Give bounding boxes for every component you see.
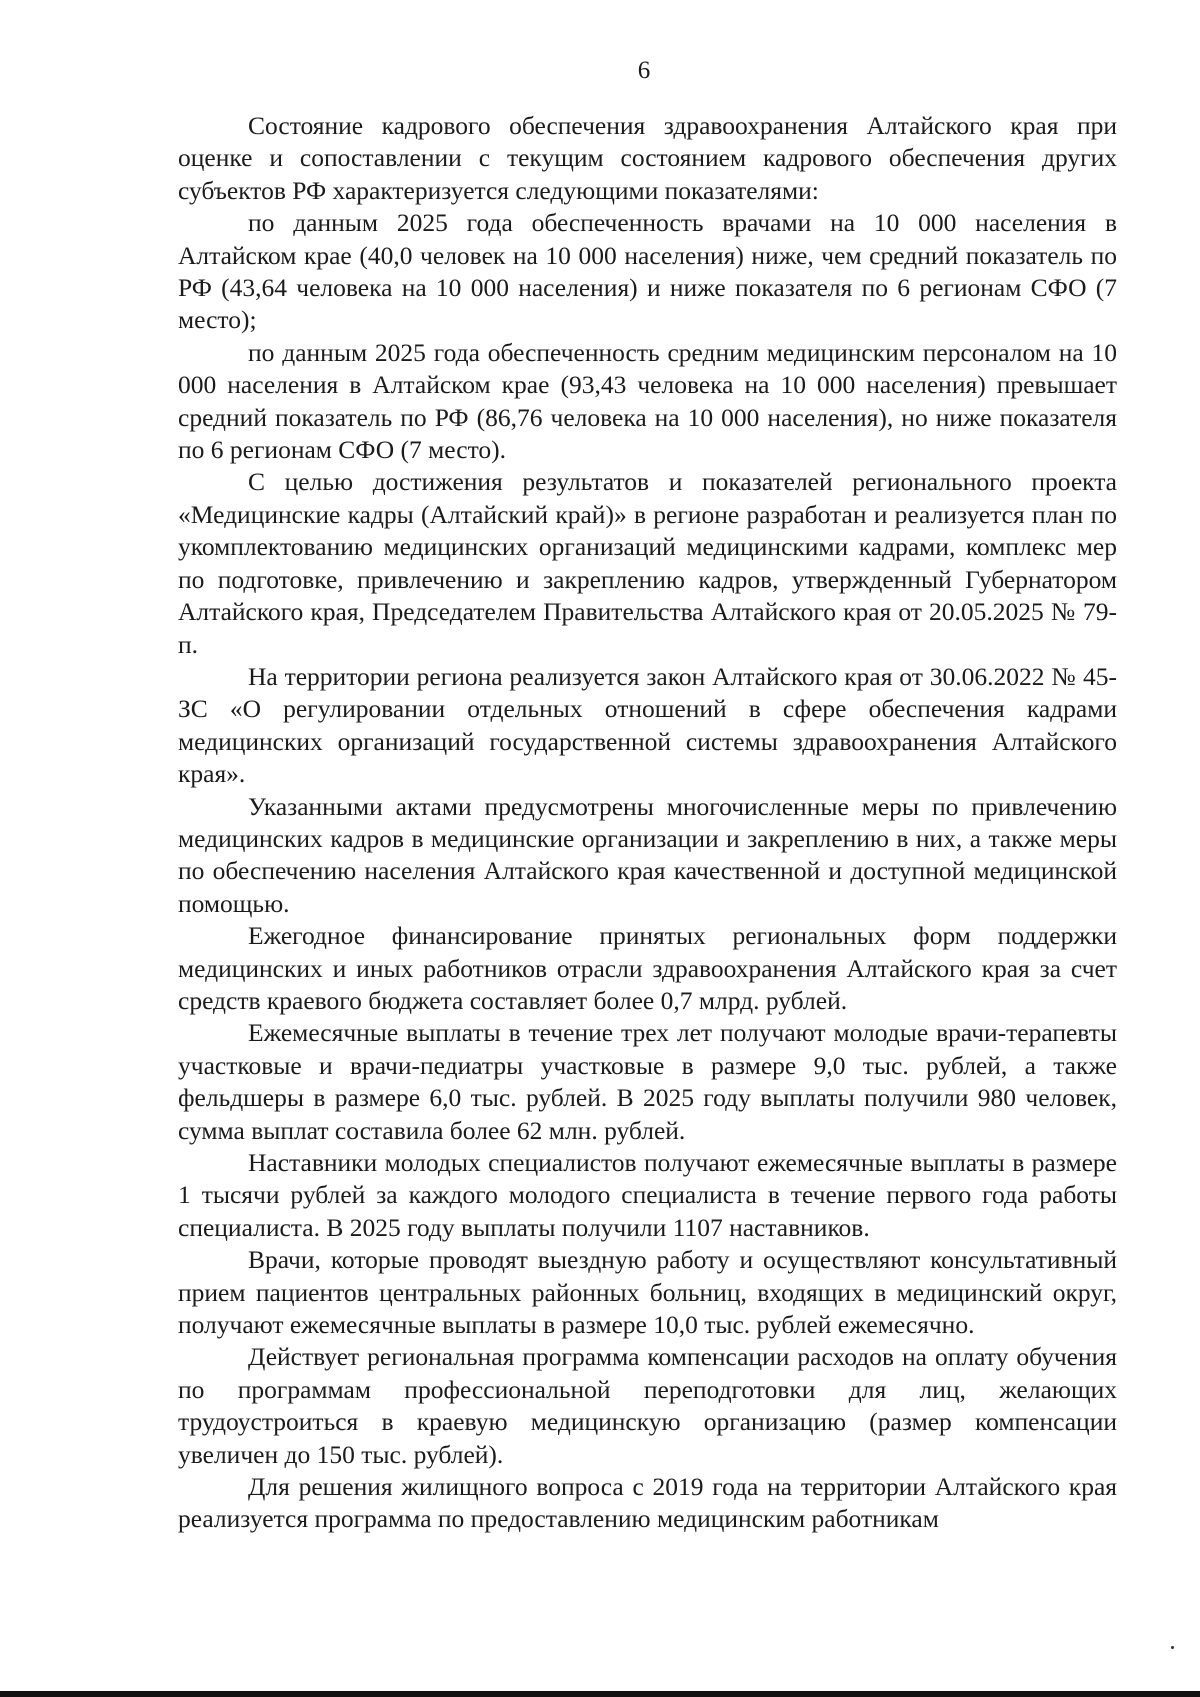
paragraph-nurses-ratio: по данным 2025 года обеспеченность средним медицинским персоналом на 10 000 населения в Алтайском крае (93,43 человека на 10 000 населения) превышает средний показатель по РФ (86,76 человека на 10 000 населения), но ниже показателя по 6 регионам СФО (7 место).: [178, 337, 1117, 465]
paragraph-regional-law: На территории региона реализуется закон Алтайского края от 30.06.2022 № 45-ЗС «О регулировании отдельных отношений в сфере обеспечения кадрами медицинских организаций государственной системы здравоохранения Алтайского края».: [178, 661, 1117, 789]
paragraph-regional-project: С целью достижения результатов и показателей регионального проекта «Медицинские кадры (Алтайский край)» в регионе разработан и реализуется план по укомплектованию медицинских организаций медицинскими кадрами, комплекс мер по подготовке, привлечению и закреплению кадров, утвержденный Губернатором Алтайского края, Председателем Правительства Алтайского края от 20.05.2025 № 79-п.: [178, 467, 1117, 659]
paragraph-compensation-program: Действует региональная программа компенсации расходов на оплату обучения по программам профессиональной переподготовки для лиц, желающих трудоустроиться в краевую медицинскую организацию (размер компенсации увеличен до 150 тыс. рублей).: [178, 1342, 1117, 1469]
paragraph-monthly-payments: Ежемесячные выплаты в течение трех лет получают молодые врачи-терапевты участковые и врачи-педиатры участковые в размере 9,0 тыс. рублей, а также фельдшеры в размере 6,0 тыс. рублей. В 2025 году выплаты получили 980 человек, сумма выплат составила более 62 млн. рублей.: [178, 1018, 1117, 1145]
paragraph-measures: Указанными актами предусмотрены многочисленные меры по привлечению медицинских кадров в медицинские организации и закреплению в них, а также меры по обеспечению населения Алтайского края качественной и доступной медицинской помощью.: [178, 791, 1117, 918]
scan-bottom-edge: [0, 1691, 1200, 1697]
document-body: [178, 110, 1117, 1536]
scan-speck: [1171, 1646, 1174, 1649]
paragraph-staffing-intro: Состояние кадрового обеспечения здравоохранения Алтайского края при оценке и сопоставлении с текущим состоянием кадрового обеспечения других субъектов РФ характеризуется следующими показателями:: [178, 111, 1117, 205]
paragraph-visiting-doctors: Врачи, которые проводят выездную работу и осуществляют консультативный прием пациентов центральных районных больниц, входящих в медицинский округ, получают ежемесячные выплаты в размере 10,0 тыс. рублей ежемесячно.: [178, 1245, 1117, 1340]
paragraph-annual-funding: Ежегодное финансирование принятых региональных форм поддержки медицинских и иных работников отрасли здравоохранения Алтайского края за счет средств краевого бюджета составляет более 0,7 млрд. рублей.: [178, 921, 1117, 1015]
page-number: 6: [637, 57, 651, 84]
paragraph-mentors: Наставники молодых специалистов получают ежемесячные выплаты в размере 1 тысячи рублей за каждого молодого специалиста в течение первого года работы специалиста. В 2025 году выплаты получили 1107 наставников.: [178, 1148, 1117, 1242]
paragraph-doctors-ratio: по данным 2025 года обеспеченность врачами на 10 000 населения в Алтайском крае (40,0 человек на 10 000 населения) ниже, чем средний показатель по РФ (43,64 человека на 10 000 населения) и ниже показателя по 6 регионам СФО (7 место);: [178, 208, 1117, 335]
paragraph-housing-program: Для решения жилищного вопроса с 2019 года на территории Алтайского края реализуется программа по предоставлению медицинским работникам: [178, 1472, 1117, 1534]
